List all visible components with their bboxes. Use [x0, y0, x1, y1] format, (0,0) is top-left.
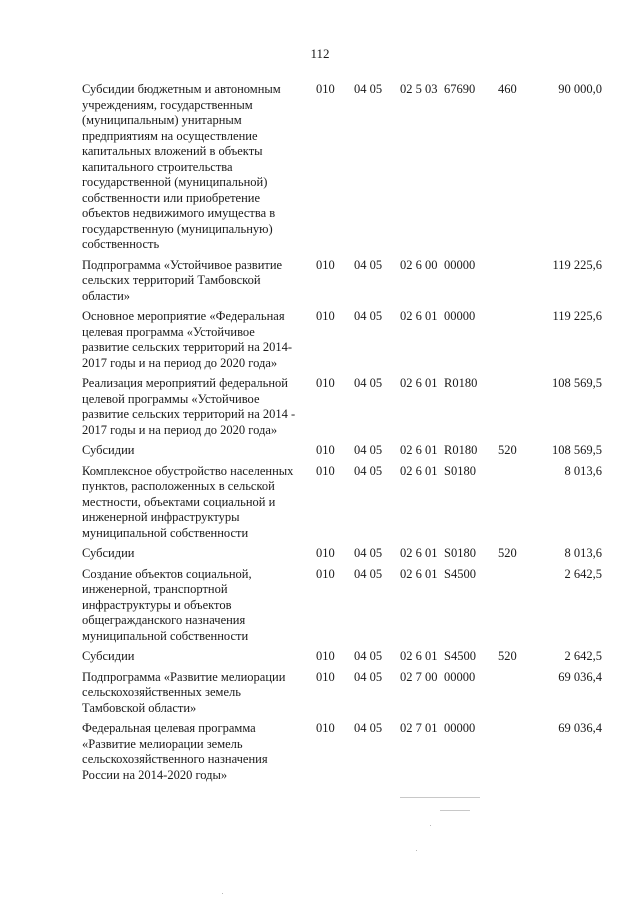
row-expense-type: 520	[498, 649, 517, 663]
row-program-code: 02 7 00	[400, 669, 438, 684]
table-row	[82, 376, 602, 443]
scan-artifact	[400, 797, 480, 798]
row-target-code: S4500	[444, 649, 476, 663]
scan-artifact	[440, 810, 470, 811]
row-admin-code: 010	[316, 257, 335, 272]
row-section-code: 04 05	[354, 82, 383, 96]
row-admin-code: 010	[316, 721, 335, 735]
row-amount: 108 569,5	[552, 443, 602, 457]
row-target-code: 00000	[444, 309, 476, 323]
row-name: Создание объектов социальной, инженерной, транспортной инфраструктуры и объектов общегражданского назначения муниципальной собственности	[82, 566, 252, 643]
row-section-code: 04 05	[354, 376, 383, 390]
row-admin-code: 010	[316, 463, 335, 478]
table-row	[82, 82, 602, 258]
row-section-code: 04 05	[354, 257, 383, 272]
row-target-code: R0180	[444, 376, 478, 390]
row-name: Субсидии	[82, 649, 135, 663]
row-section-code: 04 05	[354, 669, 383, 684]
row-amount: 108 569,5	[552, 376, 602, 390]
row-section-code: 04 05	[354, 546, 383, 560]
row-program-code: 02 6 01	[400, 463, 438, 478]
row-name: Реализация мероприятий федеральной целевой программы «Устойчивое развитие сельских территорий на 2014 - 2017 годы и на период до 2020 года»	[82, 376, 296, 437]
row-expense-type: 460	[498, 82, 517, 96]
table-row	[82, 309, 602, 376]
budget-table-body	[82, 82, 602, 788]
row-program-code: 02 5 03	[400, 82, 438, 96]
scan-artifact	[430, 825, 431, 826]
row-expense-type: 520	[498, 443, 517, 457]
row-section-code: 04 05	[354, 721, 383, 735]
table-row	[82, 670, 602, 722]
row-expense-type	[498, 309, 528, 376]
table-row	[82, 443, 602, 464]
row-admin-code: 010	[316, 82, 335, 96]
row-section-code: 04 05	[354, 566, 383, 581]
row-expense-type	[498, 258, 528, 310]
row-name: Основное мероприятие «Федеральная целевая программа «Устойчивое развитие сельских территорий на 2014-2017 годы и на период до 2020 года»	[82, 309, 293, 370]
row-amount: 2 642,5	[564, 649, 602, 663]
row-program-code: 02 6 01	[400, 566, 438, 581]
row-name: Субсидии	[82, 546, 135, 560]
row-section-code: 04 05	[354, 463, 383, 478]
row-target-code: S4500	[444, 566, 476, 581]
row-amount: 8 013,6	[564, 546, 602, 560]
row-name: Субсидии	[82, 443, 135, 457]
table-row	[82, 546, 602, 567]
table-row	[82, 721, 602, 788]
row-admin-code: 010	[316, 443, 335, 457]
table-row	[82, 464, 602, 547]
row-target-code: 67690	[444, 82, 476, 96]
row-amount: 8 013,6	[564, 463, 602, 478]
row-name: Федеральная целевая программа «Развитие мелиорации земель сельскохозяйственного назначения России на 2014-2020 годы»	[82, 721, 268, 782]
row-expense-type	[498, 567, 528, 650]
row-program-code: 02 6 01	[400, 309, 438, 323]
row-section-code: 04 05	[354, 649, 383, 663]
row-section-code: 04 05	[354, 309, 383, 323]
page-number: 112	[310, 46, 330, 61]
row-amount: 2 642,5	[564, 566, 602, 581]
row-name: Подпрограмма «Устойчивое развитие сельских территорий Тамбовской области»	[82, 257, 283, 303]
row-admin-code: 010	[316, 566, 335, 581]
row-program-code: 02 7 01	[400, 721, 438, 735]
row-target-code: S0180	[444, 463, 476, 478]
row-section-code: 04 05	[354, 443, 383, 457]
row-admin-code: 010	[316, 309, 335, 323]
scan-artifact	[222, 893, 223, 894]
row-expense-type: 520	[498, 546, 517, 560]
scan-artifact	[416, 850, 417, 851]
row-admin-code: 010	[316, 546, 335, 560]
row-amount: 119 225,6	[552, 309, 602, 323]
row-expense-type	[498, 464, 528, 547]
row-admin-code: 010	[316, 376, 335, 390]
row-expense-type	[498, 670, 528, 722]
row-name: Комплексное обустройство населенных пунктов, расположенных в сельской местности, объектами социальной и инженерной инфраструктуры муниципальной собственности	[82, 463, 294, 540]
row-target-code: 00000	[444, 721, 476, 735]
row-name: Подпрограмма «Развитие мелиорации сельскохозяйственных земель Тамбовской области»	[82, 669, 286, 715]
row-amount: 69 036,4	[558, 721, 602, 735]
row-admin-code: 010	[316, 649, 335, 663]
table-row	[82, 258, 602, 310]
row-program-code: 02 6 01	[400, 443, 438, 457]
row-expense-type	[498, 721, 528, 788]
row-target-code: 00000	[444, 669, 476, 684]
row-amount: 69 036,4	[558, 669, 602, 684]
table-row	[82, 649, 602, 670]
row-target-code: 00000	[444, 257, 476, 272]
row-amount: 90 000,0	[558, 82, 602, 96]
row-admin-code: 010	[316, 669, 335, 684]
row-program-code: 02 6 01	[400, 376, 438, 390]
row-program-code: 02 6 01	[400, 649, 438, 663]
row-program-code: 02 6 00	[400, 257, 438, 272]
budget-table	[82, 82, 602, 788]
row-target-code: R0180	[444, 443, 478, 457]
row-name: Субсидии бюджетным и автономным учреждениям, государственным (муниципальным) унитарным предприятиям на осуществление капитальных вложений в объекты капитального строительства государственной (муниципальной) собственности или приобретение объектов недвижимого имущества в государственную (муниципальную) собственность	[82, 82, 281, 251]
row-program-code: 02 6 01	[400, 546, 438, 560]
row-target-code: S0180	[444, 546, 476, 560]
row-expense-type	[498, 376, 528, 443]
table-row	[82, 567, 602, 650]
row-amount: 119 225,6	[552, 257, 602, 272]
